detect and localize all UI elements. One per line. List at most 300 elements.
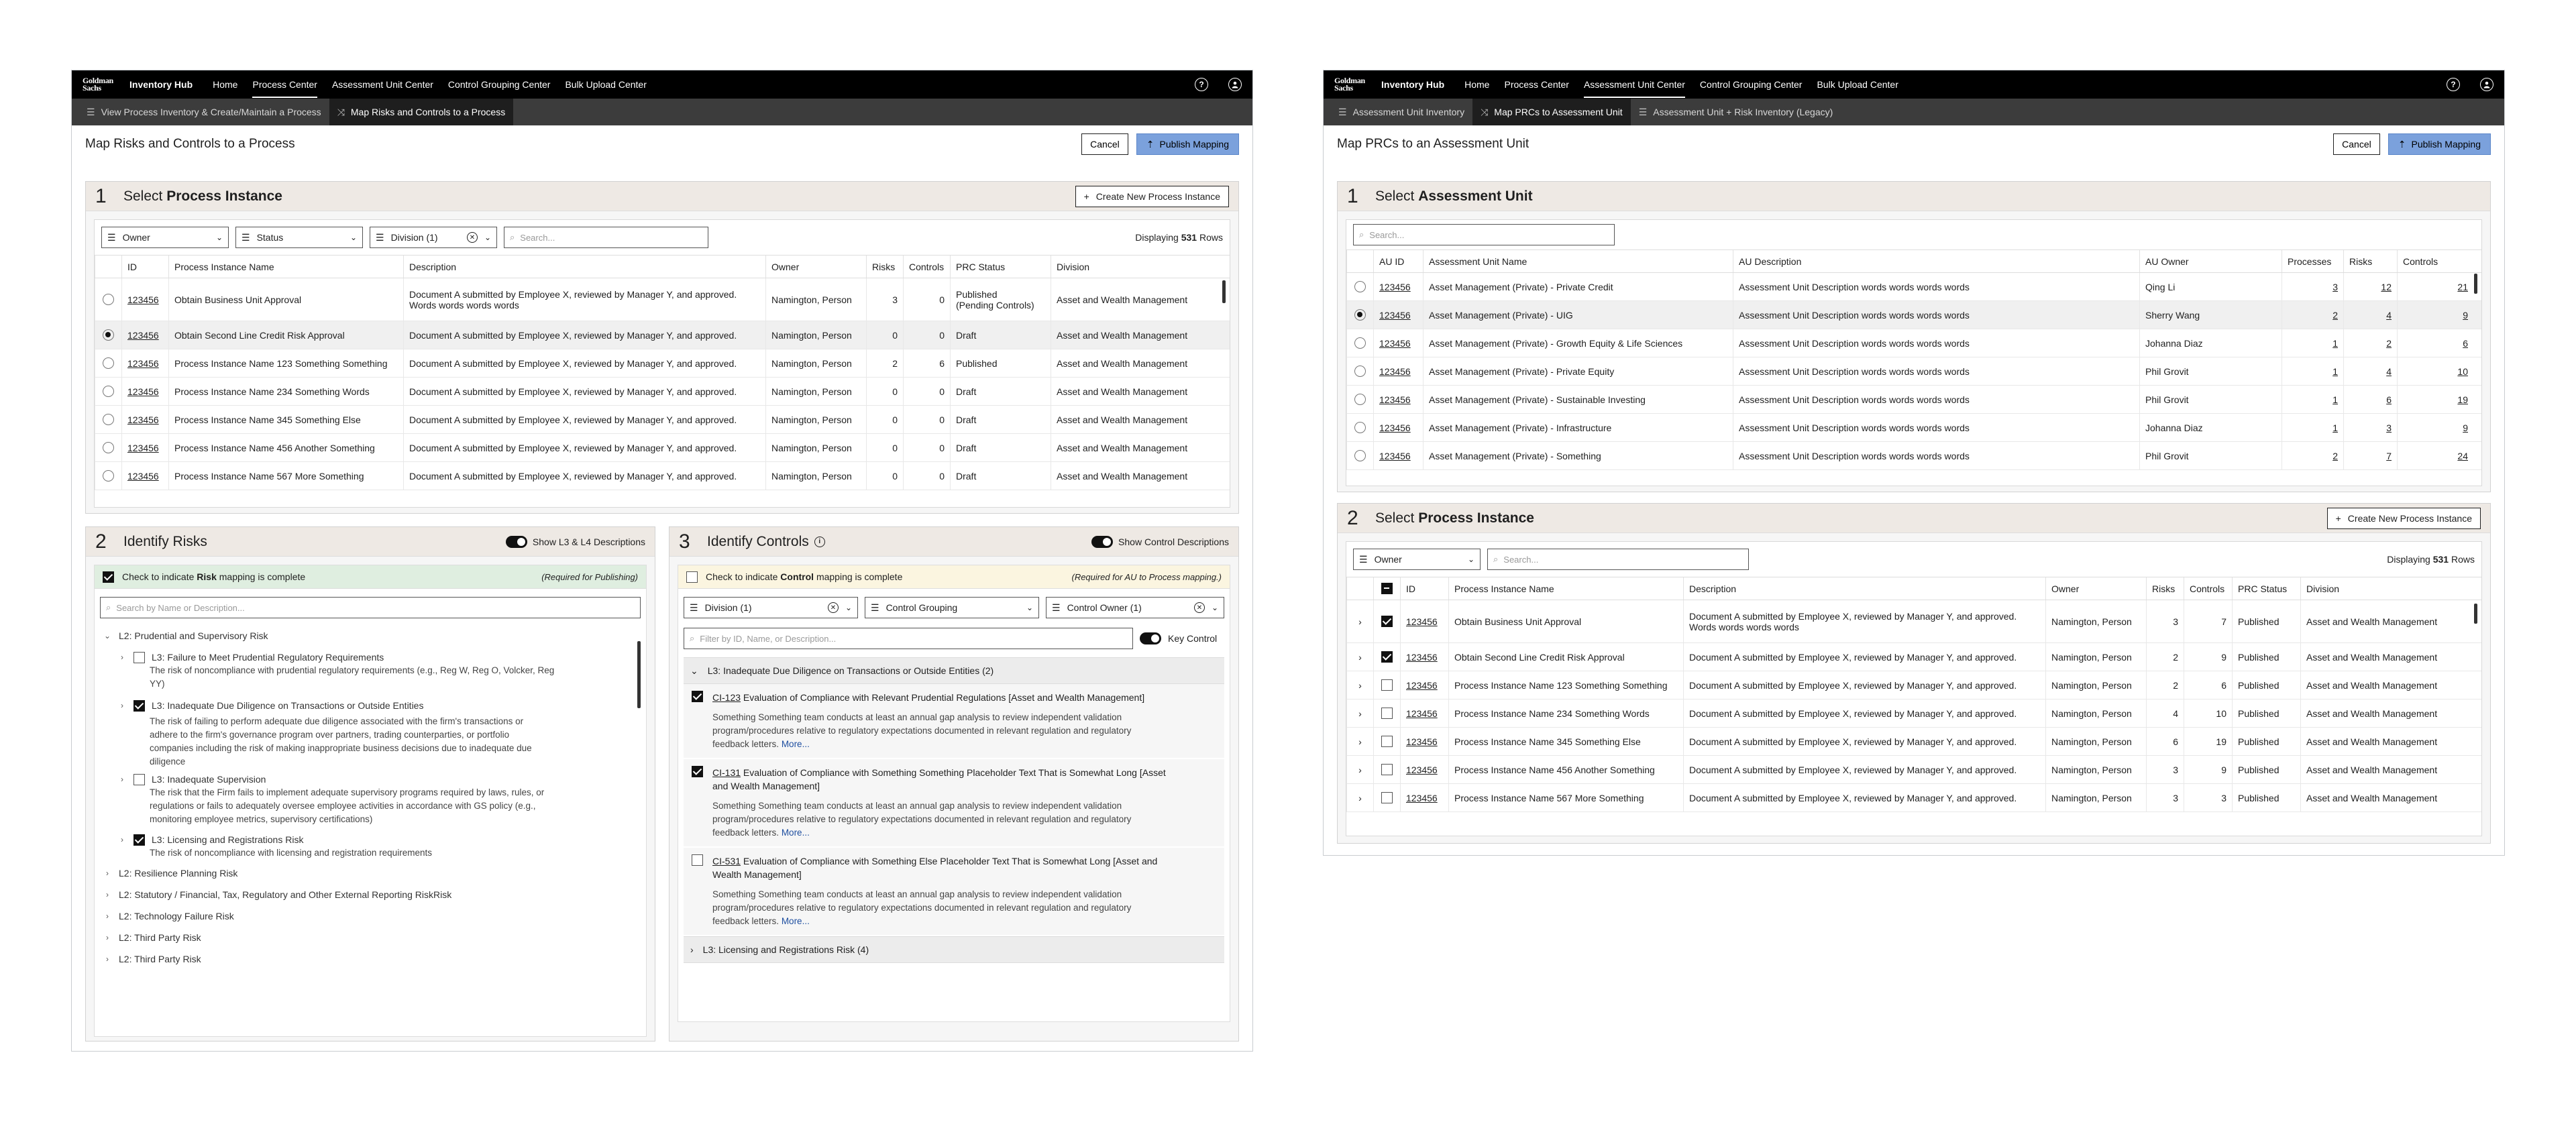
row-checkbox[interactable] [1381, 616, 1393, 627]
owner-filter[interactable]: ☰ Owner ⌄ [1353, 549, 1481, 570]
row-division: Asset and Wealth Management [2301, 784, 2482, 812]
chevron-right-icon[interactable]: › [1358, 651, 1362, 663]
top-nav [72, 70, 1252, 99]
tree-l2-item[interactable]: › L2: Statutory / Financial, Tax, Regulatory and Other External Reporting RiskRisk [103, 884, 638, 905]
clear-icon[interactable]: ✕ [828, 602, 839, 613]
row-controls: 0 [904, 321, 951, 349]
subtab-map-risks-controls[interactable] [329, 99, 514, 125]
row-risks: 2 [2147, 643, 2184, 671]
row-status: Draft [951, 434, 1051, 462]
controls-link[interactable]: 21 [2457, 281, 2468, 292]
row-id-link[interactable]: 123456 [1379, 450, 1411, 461]
identify-controls-section [669, 526, 1239, 1042]
nav-home[interactable]: Home [1464, 79, 1490, 90]
chevron-right-icon[interactable]: › [1358, 764, 1362, 775]
status-filter[interactable]: ☰ Status ⌄ [235, 227, 363, 248]
plus-icon: + [2335, 512, 2341, 524]
chevron-right-icon: › [106, 954, 109, 964]
row-radio[interactable] [1354, 450, 1366, 461]
row-status: Draft [951, 462, 1051, 490]
row-owner: Namington, Person [2046, 643, 2147, 671]
col-risks: Risks [867, 256, 904, 278]
row-radio[interactable] [103, 470, 114, 482]
tree-l3-item[interactable]: › L3: Licensing and Registrations Risk [117, 829, 638, 850]
table-scrollbar[interactable] [2474, 274, 2477, 294]
nav-bulk-upload-center[interactable]: Bulk Upload Center [565, 79, 647, 90]
chevron-right-icon: › [121, 653, 123, 662]
risk-complete-notice [94, 565, 647, 589]
row-name: Process Instance Name 567 More Something [169, 462, 404, 490]
row-id-link[interactable]: 123456 [1406, 616, 1438, 627]
subtab-label: Assessment Unit Inventory [1352, 107, 1465, 117]
table-row[interactable] [95, 278, 1230, 321]
row-status: Published [2233, 699, 2301, 728]
row-name: Process Instance Name 456 Another Something [1449, 756, 1684, 784]
row-radio[interactable] [103, 329, 114, 341]
col-au-id: AU ID [1374, 250, 1424, 273]
division-filter[interactable]: ☰ Division (1) ✕ ⌄ [370, 227, 497, 248]
row-radio[interactable] [1354, 309, 1366, 321]
row-description: Assessment Unit Description words words words words [1733, 301, 2140, 329]
search-input[interactable]: ⌕ Search... [504, 227, 708, 248]
section-number: 1 [95, 184, 107, 207]
risks-link[interactable]: 2 [2386, 337, 2392, 349]
risks-link[interactable]: 3 [2386, 422, 2392, 433]
row-division: Asset and Wealth Management [1051, 462, 1230, 490]
key-control-label: Key Control [1168, 633, 1218, 644]
clear-icon[interactable]: ✕ [467, 232, 478, 243]
processes-link[interactable]: 1 [2332, 394, 2338, 405]
control-description: Something Something team conducts at least an annual gap analysis to review independent validation program/procedures relative to regulatory expectations documented in relevant regulation and regulatory feedback letters. More... [712, 801, 1132, 838]
row-controls: 0 [904, 462, 951, 490]
subtab-label: Map Risks and Controls to a Process [350, 107, 506, 117]
nav-process-center[interactable]: Process Center [252, 71, 317, 98]
show-descriptions-toggle[interactable] [506, 536, 527, 548]
filter-icon: ☰ [690, 602, 698, 613]
col-owner: Owner [766, 256, 867, 278]
division-filter[interactable]: ☰ Division (1) ✕ ⌄ [684, 597, 858, 618]
col-owner: Owner [2046, 577, 2147, 600]
tree-l2-item[interactable]: › L2: Third Party Risk [103, 927, 638, 948]
row-status: Published [2233, 784, 2301, 812]
row-risks: 3 [2147, 600, 2184, 643]
row-name: Process Instance Name 567 More Something [1449, 784, 1684, 812]
row-status: Draft [951, 406, 1051, 434]
row-checkbox[interactable] [1381, 651, 1393, 663]
chevron-right-icon[interactable]: › [1358, 708, 1362, 719]
subtab-view-process-inventory[interactable] [78, 99, 329, 125]
process-instance-table [1346, 577, 2481, 812]
row-name: Process Instance Name 123 Something Something [169, 349, 404, 378]
subtab-label: View Process Inventory & Create/Maintain a Process [101, 107, 321, 117]
controls-link[interactable]: 6 [2463, 337, 2468, 349]
section-title: Identify Risks [123, 533, 207, 549]
tree-l2-item[interactable]: › L2: Resilience Planning Risk [103, 862, 638, 884]
row-radio[interactable] [103, 386, 114, 397]
table-row[interactable] [95, 321, 1230, 349]
row-radio[interactable] [103, 294, 114, 305]
tree-l3-item[interactable]: › L3: Failure to Meet Prudential Regulatory Requirements [117, 647, 638, 668]
select-process-instance-section [85, 181, 1239, 514]
risk-search-input[interactable]: ⌕ Search by Name or Description... [100, 597, 641, 618]
row-name: Process Instance Name 234 Something Words [169, 378, 404, 406]
risk-checkbox[interactable] [133, 774, 145, 785]
nav-assessment-unit-center[interactable]: Assessment Unit Center [331, 79, 433, 90]
row-checkbox[interactable] [1381, 764, 1393, 775]
control-item[interactable] [684, 684, 1224, 758]
row-division: Asset and Wealth Management [1051, 378, 1230, 406]
more-link[interactable]: More... [781, 739, 810, 749]
row-division: Asset and Wealth Management [2301, 600, 2482, 643]
row-risks: 4 [2147, 699, 2184, 728]
subtab-label: Map PRCs to Assessment Unit [1494, 107, 1623, 117]
control-item[interactable]: CI-131 Evaluation of Compliance with Something Something Placeholder Text That is Somewhat Long [Asset and Wealth Management] Something Something team conducts at least an annual gap analysis to review independent validation program/procedures relative to regulatory expectations documented in relevant regulation and regulatory feedback letters. More... [684, 759, 1224, 846]
table-row[interactable] [1347, 699, 2482, 728]
search-icon: ⌕ [1359, 229, 1364, 239]
col-controls: Controls [2184, 577, 2233, 600]
row-name: Asset Management (Private) - Sustainable Investing [1424, 386, 1733, 414]
control-complete-notice [678, 565, 1230, 589]
controls-link[interactable]: 10 [2457, 366, 2468, 377]
risks-link[interactable]: 4 [2386, 366, 2392, 377]
toggle-label: Show Control Descriptions [1118, 536, 1229, 547]
section-number: 3 [679, 530, 690, 553]
table-scrollbar[interactable] [2474, 604, 2477, 624]
risk-complete-checkbox[interactable] [103, 571, 114, 583]
row-controls: 3 [2184, 784, 2233, 812]
row-id-link[interactable]: 123456 [1406, 651, 1438, 663]
subtab-au-risk-inventory-legacy[interactable] [1631, 99, 1841, 125]
row-checkbox[interactable] [1381, 736, 1393, 747]
row-id-link[interactable]: 123456 [1406, 708, 1438, 719]
key-control-toggle[interactable] [1140, 632, 1161, 644]
chevron-down-icon: ⌄ [350, 233, 357, 242]
chevron-right-icon[interactable]: › [1358, 616, 1362, 627]
row-owner: Namington, Person [766, 434, 867, 462]
row-owner: Johanna Diaz [2140, 414, 2282, 442]
assessment-unit-table [1346, 249, 2481, 470]
row-count: Displaying 531 Rows [1135, 232, 1223, 243]
controls-link[interactable]: 9 [2463, 309, 2468, 321]
section-title: Identify Controls [707, 533, 809, 549]
create-label: Create New Process Instance [1095, 190, 1220, 202]
table-row[interactable] [1347, 756, 2482, 784]
processes-link[interactable]: 1 [2332, 337, 2338, 349]
row-id-link[interactable]: 123456 [1406, 736, 1438, 747]
row-id-link[interactable]: 123456 [127, 294, 159, 305]
table-row[interactable] [95, 349, 1230, 378]
row-id-link[interactable]: 123456 [127, 357, 159, 369]
chevron-right-icon[interactable]: › [1358, 792, 1362, 803]
table-row[interactable] [1347, 273, 2482, 301]
subtab-assessment-unit-inventory[interactable] [1330, 99, 1472, 125]
chevron-right-icon: › [106, 890, 109, 899]
section-title: Select Assessment Unit [1375, 188, 1533, 204]
row-description: Document A submitted by Employee X, reviewed by Manager Y, and approved. Words words words words [1684, 600, 2046, 643]
control-item[interactable]: CI-531 Evaluation of Compliance with Something Else Placeholder Text That is Somewhat Long [Asset and Wealth Management] Something Something team conducts at least an annual gap analysis to review independent validation program/procedures relative to regulatory expectations documented in relevant regulation and regulatory feedback letters. More... [684, 848, 1224, 935]
user-icon[interactable] [1228, 78, 1242, 91]
user-icon[interactable] [2480, 78, 2493, 91]
control-checkbox[interactable] [692, 854, 703, 866]
control-title: Evaluation of Compliance with Something Something Placeholder Text That is Somewhat Long [Asset [741, 767, 1166, 778]
more-link[interactable]: More... [781, 828, 810, 838]
control-owner-filter[interactable]: ☰ Control Owner (1) ✕ ⌄ [1046, 597, 1224, 618]
nav-control-grouping-center[interactable]: Control Grouping Center [447, 79, 551, 90]
table-row[interactable] [1347, 442, 2482, 470]
row-checkbox[interactable] [1381, 679, 1393, 691]
publish-mapping-button[interactable] [2388, 133, 2491, 155]
au-search-input[interactable]: ⌕ Search... [1353, 224, 1615, 245]
row-status: Published [2233, 728, 2301, 756]
row-risks: 3 [867, 278, 904, 321]
row-description: Document A submitted by Employee X, reviewed by Manager Y, and approved. [1684, 643, 2046, 671]
row-checkbox[interactable] [1381, 792, 1393, 803]
search-icon: ⌕ [106, 602, 111, 612]
processes-link[interactable]: 1 [2332, 366, 2338, 377]
risk-checkbox[interactable] [133, 652, 145, 663]
row-id-link[interactable]: 123456 [1379, 366, 1411, 377]
control-grouping-filter[interactable]: ☰ Control Grouping ⌄ [865, 597, 1039, 618]
row-owner: Phil Grovit [2140, 442, 2282, 470]
table-row[interactable] [1347, 301, 2482, 329]
controls-link[interactable]: 9 [2463, 422, 2468, 433]
help-icon[interactable]: ? [1195, 78, 1208, 91]
create-process-instance-button[interactable] [2327, 508, 2481, 529]
row-description: Document A submitted by Employee X, reviewed by Manager Y, and approved. [1684, 756, 2046, 784]
control-complete-checkbox[interactable] [686, 571, 698, 583]
col-controls: Controls [904, 256, 951, 278]
control-id-link[interactable]: CI-123 [712, 692, 741, 703]
nav-control-grouping-center[interactable]: Control Grouping Center [1699, 79, 1803, 90]
mapping-icon: ⤨ [337, 106, 345, 117]
row-controls: 19 [2184, 728, 2233, 756]
table-scrollbar[interactable] [1222, 280, 1226, 303]
help-icon[interactable]: ? [2447, 78, 2460, 91]
table-row[interactable] [95, 462, 1230, 490]
page-title: Map Risks and Controls to a Process [85, 137, 295, 151]
row-radio[interactable] [1354, 394, 1366, 405]
row-description: Document A submitted by Employee X, reviewed by Manager Y, and approved. [404, 406, 766, 434]
row-id-link[interactable]: 123456 [127, 386, 159, 397]
row-id-link[interactable]: 123456 [1379, 281, 1411, 292]
control-group-header[interactable]: ⌄ L3: Inadequate Due Diligence on Transactions or Outside Entities (2) [684, 657, 1224, 684]
table-row[interactable] [1347, 728, 2482, 756]
row-owner: Namington, Person [766, 321, 867, 349]
filter-icon: ☰ [1359, 553, 1368, 565]
publish-label: Publish Mapping [1159, 139, 1229, 150]
col-id: ID [1401, 577, 1449, 600]
row-id-link[interactable]: 123456 [1379, 309, 1411, 321]
process-search-input[interactable]: ⌕ Search... [1487, 549, 1749, 570]
table-row[interactable] [1347, 600, 2482, 643]
row-owner: Namington, Person [766, 462, 867, 490]
processes-link[interactable]: 3 [2332, 281, 2338, 292]
tree-scrollbar[interactable] [637, 641, 641, 708]
table-row[interactable] [1347, 671, 2482, 699]
owner-filter[interactable]: ☰ Owner ⌄ [101, 227, 229, 248]
control-group-header[interactable]: › L3: Licensing and Registrations Risk (4) [684, 936, 1224, 963]
row-division: Asset and Wealth Management [1051, 434, 1230, 462]
table-row[interactable] [1347, 386, 2482, 414]
section-number: 2 [1347, 506, 1358, 529]
row-id-link[interactable]: 123456 [1406, 792, 1438, 803]
chevron-right-icon: › [121, 775, 123, 784]
row-status: Published (Pending Controls) [951, 278, 1051, 321]
publish-icon: ⇡ [1146, 138, 1155, 150]
col-au-description: AU Description [1733, 250, 2140, 273]
row-status: Published [2233, 756, 2301, 784]
table-row[interactable] [1347, 414, 2482, 442]
processes-link[interactable]: 2 [2332, 309, 2338, 321]
row-description: Document A submitted by Employee X, reviewed by Manager Y, and approved. Words words words words [404, 278, 766, 321]
risks-link[interactable]: 12 [2381, 281, 2392, 292]
nav-home[interactable]: Home [213, 79, 238, 90]
col-description: Description [1684, 577, 2046, 600]
row-name: Process Instance Name 345 Something Else [169, 406, 404, 434]
row-checkbox[interactable] [1381, 708, 1393, 719]
row-name: Asset Management (Private) - Growth Equity & Life Sciences [1424, 329, 1733, 357]
tree-l3-item[interactable]: › L3: Inadequate Supervision [117, 769, 638, 790]
controls-link[interactable]: 19 [2457, 394, 2468, 405]
row-id-link[interactable]: 123456 [1379, 422, 1411, 433]
row-id-link[interactable]: 123456 [127, 414, 159, 425]
cancel-button[interactable]: Cancel [2333, 133, 2380, 155]
process-center-panel [71, 70, 1253, 1052]
page-title: Map PRCs to an Assessment Unit [1337, 137, 1529, 151]
row-radio[interactable] [1354, 337, 1366, 349]
row-id-link[interactable]: 123456 [1379, 337, 1411, 349]
info-icon[interactable]: i [814, 537, 825, 547]
row-description: Document A submitted by Employee X, reviewed by Manager Y, and approved. [404, 378, 766, 406]
tree-l2-item[interactable]: › L2: Third Party Risk [103, 948, 638, 970]
risks-link[interactable]: 7 [2386, 450, 2392, 461]
risk-checkbox[interactable] [133, 700, 145, 712]
row-description: Document A submitted by Employee X, reviewed by Manager Y, and approved. [1684, 671, 2046, 699]
risks-link[interactable]: 6 [2386, 394, 2392, 405]
publish-mapping-button[interactable] [1136, 133, 1239, 155]
row-id-link[interactable]: 123456 [127, 329, 159, 341]
control-id-link[interactable]: CI-531 [712, 856, 741, 866]
row-risks: 2 [867, 349, 904, 378]
row-risks: 0 [867, 378, 904, 406]
control-id-link[interactable]: CI-131 [712, 767, 741, 778]
row-radio[interactable] [103, 442, 114, 453]
col-name: Process Instance Name [169, 256, 404, 278]
row-radio[interactable] [103, 357, 114, 369]
nav-bulk-upload-center[interactable]: Bulk Upload Center [1817, 79, 1898, 90]
identify-risks-section [85, 526, 655, 1042]
row-radio[interactable] [1354, 281, 1366, 292]
create-process-instance-button[interactable] [1075, 186, 1229, 207]
col-au-name: Assessment Unit Name [1424, 250, 1733, 273]
risk-description: The risk of noncompliance with prudential regulatory requirements (e.g., Reg W, Reg O, Volcker, Reg YY) [150, 665, 555, 689]
select-all-checkbox[interactable] [1381, 583, 1393, 594]
toggle-label: Show L3 & L4 Descriptions [532, 536, 645, 547]
row-owner: Namington, Person [2046, 784, 2147, 812]
processes-link[interactable]: 2 [2332, 450, 2338, 461]
table-row[interactable] [1347, 357, 2482, 386]
row-radio[interactable] [103, 414, 114, 425]
table-row[interactable] [95, 406, 1230, 434]
row-name: Asset Management (Private) - Private Equity [1424, 357, 1733, 386]
nav-assessment-unit-center[interactable]: Assessment Unit Center [1584, 71, 1685, 98]
process-instance-table [95, 255, 1230, 490]
row-owner: Namington, Person [2046, 600, 2147, 643]
search-icon: ⌕ [510, 232, 515, 242]
risk-description: The risk of failing to perform adequate due diligence associated with the firm's transactions or adhere to the firm's governance program over partners, trading counterparties, or portfolio companies including the risk of making inappropriate business decisions due to inadequate due diligence [150, 716, 532, 767]
row-division: Asset and Wealth Management [1051, 349, 1230, 378]
row-name: Obtain Business Unit Approval [169, 278, 404, 321]
chevron-down-icon: ⌄ [1211, 603, 1218, 612]
subtab-map-prcs[interactable] [1472, 99, 1631, 125]
risk-checkbox[interactable] [133, 834, 145, 846]
chevron-right-icon[interactable]: › [1358, 736, 1362, 747]
row-status: Published [2233, 671, 2301, 699]
control-checkbox[interactable] [692, 766, 703, 777]
table-row[interactable] [95, 378, 1230, 406]
row-description: Document A submitted by Employee X, reviewed by Manager Y, and approved. [1684, 784, 2046, 812]
table-row[interactable] [1347, 643, 2482, 671]
publish-label: Publish Mapping [2411, 139, 2481, 150]
control-title: Evaluation of Compliance with Relevant Prudential Regulations [Asset and Wealth Management] [741, 692, 1145, 703]
control-checkbox[interactable] [692, 691, 703, 702]
show-control-descriptions-toggle[interactable] [1091, 536, 1113, 548]
row-radio[interactable] [1354, 366, 1366, 377]
processes-link[interactable]: 1 [2332, 422, 2338, 433]
risk-description: The risk that the Firm fails to implement adequate supervisory programs required by laws, rules, or regulations or fails to adequately oversee employee activities in accordance with GS policy (e.g., monitoring employee metrics, supervisory certifications) [150, 787, 545, 824]
row-status: Draft [951, 378, 1051, 406]
row-id-link[interactable]: 123456 [127, 470, 159, 482]
clear-icon[interactable]: ✕ [1194, 602, 1205, 613]
table-row[interactable] [95, 434, 1230, 462]
row-id-link[interactable]: 123456 [127, 442, 159, 453]
row-controls: 6 [2184, 671, 2233, 699]
control-search-input[interactable]: ⌕ Filter by ID, Name, or Description... [684, 628, 1133, 649]
tree-l3-item[interactable]: › L3: Inadequate Due Diligence on Transactions or Outside Entities [117, 695, 638, 716]
tree-l2-item[interactable]: › L2: Technology Failure Risk [103, 905, 638, 927]
chevron-down-icon: ⌄ [845, 603, 852, 612]
row-status: Published [2233, 643, 2301, 671]
row-description: Document A submitted by Employee X, reviewed by Manager Y, and approved. [404, 462, 766, 490]
row-radio[interactable] [1354, 422, 1366, 433]
controls-link[interactable]: 24 [2457, 450, 2468, 461]
row-status: Published [2233, 600, 2301, 643]
risk-tree [94, 625, 647, 1037]
row-description: Document A submitted by Employee X, reviewed by Manager Y, and approved. [404, 434, 766, 462]
filter-icon: ☰ [241, 231, 250, 243]
chevron-right-icon: › [106, 933, 109, 942]
risks-link[interactable]: 4 [2386, 309, 2392, 321]
nav-process-center[interactable]: Process Center [1504, 79, 1569, 90]
row-id-link[interactable]: 123456 [1406, 764, 1438, 775]
mapping-icon: ⤨ [1481, 106, 1489, 117]
row-owner: Namington, Person [2046, 756, 2147, 784]
table-row[interactable] [1347, 784, 2482, 812]
more-link[interactable]: More... [781, 916, 810, 926]
cancel-button[interactable]: Cancel [1081, 133, 1128, 155]
row-name: Process Instance Name 456 Another Something [169, 434, 404, 462]
row-id-link[interactable]: 123456 [1379, 394, 1411, 405]
table-row[interactable] [1347, 329, 2482, 357]
tree-l2-item[interactable]: ⌄ L2: Prudential and Supervisory Risk [103, 630, 268, 641]
col-risks: Risks [2147, 577, 2184, 600]
list-icon: ☰ [87, 106, 95, 117]
col-controls: Controls [2398, 250, 2482, 273]
row-status: Draft [951, 321, 1051, 349]
row-status: Published [951, 349, 1051, 378]
row-id-link[interactable]: 123456 [1406, 679, 1438, 691]
chevron-right-icon[interactable]: › [1358, 679, 1362, 691]
